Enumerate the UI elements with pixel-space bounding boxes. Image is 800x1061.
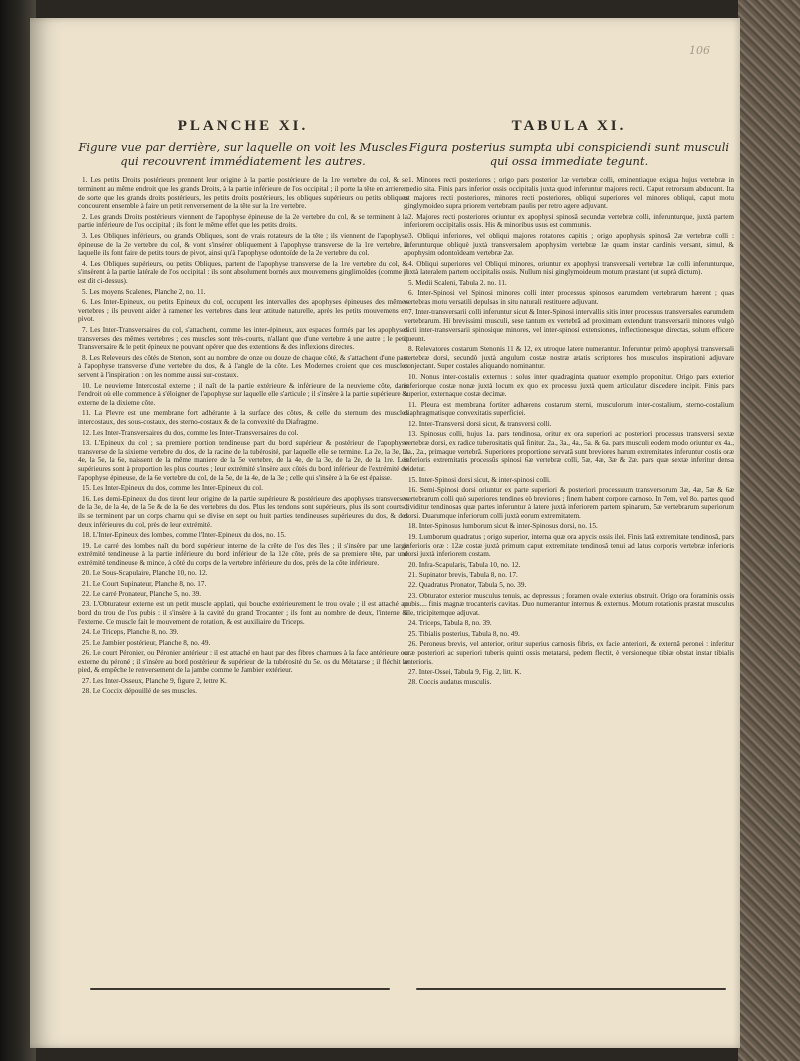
entry-text: Inter-Spinosi vel Spinosi minores colli inter processus spinosos earumdem vertebrarum hærent ; quas vertebras motu versatili depulsas in situ naturali restituere adjuvant. xyxy=(404,289,734,306)
entry-number: 3. xyxy=(408,231,414,240)
french-entry xyxy=(78,649,408,675)
entry-number: 4. xyxy=(82,259,88,268)
french-entry xyxy=(78,569,408,578)
french-entry xyxy=(78,580,408,589)
entry-number: 12. xyxy=(82,428,91,437)
entry-text: Tibialis posterius, Tabula 8, no. 49. xyxy=(418,629,520,638)
entry-number: 25. xyxy=(408,629,417,638)
latin-entry xyxy=(404,420,734,429)
entry-number: 25. xyxy=(82,638,91,647)
french-entry xyxy=(78,409,408,427)
latin-entry xyxy=(404,581,734,590)
entry-number: 26. xyxy=(408,640,417,649)
latin-entry-list xyxy=(404,176,734,687)
latin-entry xyxy=(404,533,734,559)
entry-number: 21. xyxy=(408,570,417,579)
entry-number: 27. xyxy=(408,667,417,676)
entry-text: Le carré des lombes naît du bord supérieur interne de la crête de l'os des îles ; il s'insère par une large extrémité tendineuse à la partie inférieure du bord inférieur de la 12e côte, près de sa premiere tête, par une extrémité tendineuse & mince, à côté du corps de la vertebre inférieure du dos, près de la côte inférieure. xyxy=(78,541,408,568)
entry-text: L'Obturateur externe est un petit muscle applati, qui bouche extérieurement le trou ovale ; il est attaché au bord du trou de l'os pubis : il s'insère à la cavité du grand Trocanter ; ils font au nombre de deux, l'interne & l'externe. Ce muscle fait le mouvement de rotation, & est auxiliaire du Triceps. xyxy=(78,600,409,626)
latin-entry xyxy=(404,401,734,419)
french-entry xyxy=(78,298,408,324)
entry-text: Coccis audatus musculis. xyxy=(418,678,492,687)
entry-text: La Plevre est une membrane fort adhérante à la surface des côtes, & celle du sternum des muscles intercostaux, des sous-costaux, des sterno-costaux & de la convexité du Diafragme. xyxy=(78,409,408,427)
entry-number: 26. xyxy=(82,648,91,657)
entry-number: 1. xyxy=(82,176,88,184)
french-entry xyxy=(78,495,408,530)
entry-text: Les Obliques supérieurs, ou petits Obliques, partent de l'apophyse transverse de la 1re vertebre du col, & s'insèrent à la partie latérale de l'os occipital : ils sont absolument bornés aux mouvemens ginglimoïdes (comme il est dit ci-dessus). xyxy=(78,259,408,286)
page-number: 106 xyxy=(689,44,710,57)
entry-number: 19. xyxy=(408,532,417,541)
entry-text: Obliqui superiores vel Obliqui minores, oriuntur ex apophysi transversali vertebræ 1æ colli inferunturque, juxtà lateralem partem occipitalis ossis. Nullum nisi ginglymoideum motum præstant (ut suprà dictum). xyxy=(404,259,734,277)
entry-text: Nonus inter-costalis externus : solus inter quadraginta quatuor exemplo proponitur. Origo pars exterior inferiorque costæ nonæ juxtà locum ex quo ex processu juxtà quem articulatur discedere incipit. Finis pars superior, externaque costæ decimæ. xyxy=(404,372,735,399)
entry-number: 23. xyxy=(82,600,91,609)
entry-text: Infra-Scapularis, Tabula 10, no. 12. xyxy=(418,560,521,569)
entry-text: L'Inter-Epineux des lombes, comme l'Inter-Epineux du dos, no. 15. xyxy=(92,531,286,540)
entry-number: 5. xyxy=(408,278,414,287)
latin-entry xyxy=(404,561,734,570)
entry-text: Minores recti posteriores ; origo pars posterior 1æ vertebræ colli, eminentiaque exigua hujus vertebræ in medio sita. Finis pars inferior ossis occipitalis juxta quod inferuntur majores recti. Caput retrorsum abducunt. Ita ut majores recti posteriores, minores recti posteriores, obliqui superiores vel minores obliqui, caput motu ginglymoideo supra priorem vertebram paulis per retro agere adjuvant. xyxy=(404,176,735,211)
latin-entry xyxy=(404,668,734,677)
entry-text: Obliqui inferiores, vel obliqui majores rotatores capitis ; origo apophysis spinosâ 2æ vertebræ colli : inferunturque obliquè juxtà transversalem apophysim vertebræ 1æ quam instar cardinis versant, simul, & apophysim odontoïdeam vertebræ 2æ. xyxy=(404,231,734,258)
entry-text: Les moyens Scalenes, Planche 2, no. 11. xyxy=(89,287,206,296)
latin-entry xyxy=(404,476,734,485)
entry-number: 7. xyxy=(82,325,88,334)
entry-text: Triceps, Tabula 8, no. 39. xyxy=(418,619,492,628)
page-edges xyxy=(738,0,800,1061)
entry-text: Inter-transversarii colli inferuntur sicut & Inter-Spinosi intervallis sitis inter processus transversales earumdem vertebrarum. Hi brevissimi musculi, sese tantum ex vertebrâ ad proximam extendunt transversarii minores vulgò dicti inter-transversarii spinosique minores, vel inter-spinosi extensiones, inflectionesque directas, solum efficere queunt. xyxy=(404,308,734,343)
entry-number: 22. xyxy=(408,581,417,590)
entry-text: Lumborum quadratus ; origo superior, interna quæ ora apycis ossis ilei. Finis latâ extremitate tendinosâ, pars inferioris oræ : 12æ costæ juxtà primum caput extremitate tendinosâ tenui ad latus corporis vertebræ inferioris dorsi juxtà inferiorem costam. xyxy=(404,532,734,559)
entry-number: 5. xyxy=(82,287,88,296)
entry-text: Les Inter-Epineux du dos, comme les Inter-Epineux du col. xyxy=(92,484,263,493)
entry-number: 8. xyxy=(82,353,88,362)
entry-text: Pleura est membrana fortiter adhærens costarum sterni, musculorum inter-costalium, sterno-costalium diaphragmatisque convexitatis superficiei. xyxy=(404,400,734,418)
entry-number: 6. xyxy=(82,297,88,306)
entry-number: 28. xyxy=(82,687,91,696)
entry-number: 4. xyxy=(408,259,414,268)
entry-text: Quadratus Pronator, Tabula 5, no. 39. xyxy=(418,581,527,590)
latin-entry xyxy=(404,279,734,288)
french-entry xyxy=(78,531,408,540)
french-entry xyxy=(78,260,408,286)
entry-number: 23. xyxy=(408,591,417,600)
entry-text: Le Jambier postérieur, Planche 8, no. 49. xyxy=(92,638,211,647)
entry-number: 7. xyxy=(408,308,414,317)
entry-text: Le carré Pronateur, Planche 5, no. 39. xyxy=(92,590,202,599)
french-entry xyxy=(78,354,408,380)
latin-entry xyxy=(404,571,734,580)
latin-entry xyxy=(404,176,734,211)
latin-entry xyxy=(404,213,734,231)
french-entry xyxy=(78,232,408,258)
entry-number: 28. xyxy=(408,678,417,687)
french-entry xyxy=(78,639,408,648)
entry-number: 16. xyxy=(82,494,91,503)
latin-subtitle: Figura posterius sumpta ubi conspiciendi sunt musculi qui ossa immediate tegunt. xyxy=(408,140,730,168)
entry-text: Les Inter-Transversaires du dos, comme les Inter-Transversaires du col. xyxy=(92,428,299,437)
french-entry xyxy=(78,326,408,352)
entry-text: Relevatores costarum Stenonis 11 & 12, ex utroque latere numerantur. Inferuntur primò apophysi transversali vertebræ dorsi, secundò juxtà angulum costæ nostræ ætatis scriptores hos musculos inspirationi adjuvare conjectant. Super costales aliquando nominantur. xyxy=(404,344,734,371)
latin-entry xyxy=(404,592,734,618)
french-entry xyxy=(78,542,408,568)
entry-number: 11. xyxy=(82,409,91,418)
document-page xyxy=(30,18,740,1048)
french-entry xyxy=(78,687,408,696)
entry-number: 2. xyxy=(82,212,88,221)
entry-text: Inter-Spinosi dorsi sicut, & inter-spinosi colli. xyxy=(418,475,551,484)
entry-text: Les Releveurs des côtés de Stenon, sont au nombre de onze ou douze de chaque côté, & s'attachent d'une part à l'apophyse transverse d'une vertebre du dos, & à l'angle de la côte. Les Modernes croient que ces muscles servent à l'inspiration : on les nomme aussi sur-costaux. xyxy=(78,353,408,380)
entry-number: 27. xyxy=(82,676,91,685)
entry-text: Peroneus brevis, vel anterior, oritur superius carnosis fibris, ex facie anteriori, & externâ peronei : inferitur oræ posteriori ac superiori tuberis quinti ossis metatarsi, pedem flectit, è versioneque tibiæ obstat instar tibialis anterioris. xyxy=(404,640,734,666)
entry-text: Le Coccix dépouillé de ses muscles. xyxy=(92,687,197,696)
french-entry xyxy=(78,439,408,483)
entry-text: Supinator brevis, Tabula 8, no. 17. xyxy=(418,570,518,579)
entry-text: Le court Péronier, ou Péronier antérieur : il est attaché en haut par des fibres charnues à la face antérieure ou externe du péroné ; il s'insère au bord postérieur & supérieur de la tubérosité du 5e. os du Métatarse ; il fléchit le pied, & empêche le renversement de la jambe comme le Jambier extérieur. xyxy=(78,648,408,675)
entry-text: Les Inter-Transversaires du col, s'attachent, comme les inter-épineux, aux espaces formés par les apophyses transverses des mêmes vertebres ; ces muscles sont très-courts, n'allant que d'une vertebre à une autre ; le petit Transversaire & le petit épineux ne pouvant opérer que des extentions & des inflexions directes. xyxy=(78,325,408,352)
latin-entry xyxy=(404,232,734,258)
french-entry xyxy=(78,590,408,599)
entry-number: 6. xyxy=(408,289,414,298)
latin-entry xyxy=(404,289,734,307)
entry-text: Medii Scaleni, Tabula 2. no. 11. xyxy=(415,278,507,287)
latin-column xyxy=(404,118,734,689)
latin-entry xyxy=(404,678,734,687)
entry-number: 3. xyxy=(82,231,88,240)
entry-text: L'Epineux du col ; sa premiere portion tendineuse part du bord supérieur & postérieur de l'apophyse transverse de la sixieme vertebre du dos, de la racine de la tubérosité, par laquelle elle se termine. La 2e, la 3e, la 4e, la 5e, la 6e, naissent de la même maniere de la 5e vertebre, de la 4e, de la 3e, de la 2e, de la 1re. Les supérieures sont à proportion les plus courtes ; leur extrémité s'insère aux côtés du bord inférieur de l'extrémité de l'apophyse épineuse, de la 6e vertebre du col, de la 5e, de la 4e, de la 3e ; celle qui s'insère à la 6e est épaisse. xyxy=(78,438,409,482)
french-subtitle: Figure vue par derrière, sur laquelle on voit les Muscles qui recouvrent immédiatement les autres. xyxy=(78,140,408,168)
entry-text: Inter-Transversi dorsi sicut, & transversi colli. xyxy=(418,419,552,428)
entry-text: Spinosus colli, hujus 1a. pars tendinosa, oritur ex ora superiori ac posteriori processus transversi sextæ vertebræ dorsi, ex radice tuberositatis quâ finitur. 2a., 3a., 4a., 5a. & 6a. pars musculi eodem modo oriuntur ex 4a., 3a., 2a., primaque vertebrâ. Superiores proportione servatâ sunt breviores harum extremitates inferuntur costis oræ inferioris extremitatis processûs spinosi 6æ vertebræ colli, 5æ, 4æ, 3æ & 2æ. pars quæ sextæ inferitur densa videtur. xyxy=(404,430,734,474)
entry-number: 18. xyxy=(82,531,91,540)
french-entry xyxy=(78,484,408,493)
entry-text: Les grands Droits postérieurs viennent de l'apophyse épineuse de la 2e vertebre du col, & se terminent à la partie inférieure de l'os occipital ; ils font le même effet que les petits droits. xyxy=(78,212,408,230)
entry-text: Les petits Droits postérieurs prennent leur origine à la partie postérieure de la 1re vertebre du col, & se terminent au même endroit que les grands Droits, à la partie inférieure de l'os occipital ; il porte la tête en arriere ; de sorte que les grands droits postérieurs, les petits droits postérieurs, les obliques supérieurs ou petits obliques concourent ensemble à faire un petit renversement de la tête sur la 1re vertebre. xyxy=(78,176,408,211)
entry-number: 15. xyxy=(408,475,417,484)
entry-number: 16. xyxy=(408,485,417,494)
entry-text: Semi-Spinosi dorsi oriuntur ex parte superiori & posteriori processuum transversorum 3æ, 4æ, 5æ & 6æ vertebrarum colli quò superiores tendines eò breviores ; finem habent corpore carnoso. In 7em, vel 8o. partes quod dividitur tendinosas quæ partes inferuntur à latere juxtà inferiorem partem spinarum, 5æ vertebrarum superiorum dorsi. Duarumque inferiorum colli juxtà eorum extremitatem. xyxy=(404,485,735,521)
french-entry xyxy=(78,382,408,408)
latin-entry xyxy=(404,345,734,371)
entry-text: Les Inter-Epineux, ou petits Epineux du col, occupent les intervalles des apophyses épineuses des mêmes vertebres ; ils peuvent aider à ramener les vertebres dans leur attitude naturelle, après les petits mouvemens en pivot. xyxy=(78,297,409,324)
entry-number: 18. xyxy=(408,522,417,531)
latin-entry xyxy=(404,430,734,474)
latin-end-rule xyxy=(416,988,726,990)
entry-number: 12. xyxy=(408,419,417,428)
entry-text: Inter-Spinosus lumborum sicut & inter-Spinosus dorsi, no. 15. xyxy=(418,522,598,531)
entry-number: 24. xyxy=(408,619,417,628)
latin-entry xyxy=(404,260,734,278)
french-entry xyxy=(78,600,408,626)
entry-text: Inter-Ossei, Tabula 9, Fig. 2, litt. K. xyxy=(418,667,522,676)
french-entry xyxy=(78,429,408,438)
french-entry xyxy=(78,288,408,297)
entry-text: Le Sous-Scapulaire, Planche 10, no. 12. xyxy=(92,569,208,578)
entry-text: Le Court Supinateur, Planche 8, no. 17. xyxy=(92,579,207,588)
entry-number: 13. xyxy=(408,430,417,439)
entry-number: 11. xyxy=(408,400,417,409)
entry-number: 19. xyxy=(82,541,91,550)
french-entry xyxy=(78,628,408,637)
entry-text: Les Obliques inférieurs, ou grands Obliques, sont de vrais rotateurs de la tête ; ils viennent de l'apophyse épineuse de la 2e vertebre du col, & vont s'insérer obliquement à l'apophyse transverse de la 1re vertebre, à laquelle ils font faire de petits tours de pivot, ainsi qu'à l'apophyse odontoïde de la 2e vertebre du col. xyxy=(78,231,408,258)
entry-number: 10. xyxy=(82,381,91,390)
entry-number: 8. xyxy=(408,344,414,353)
entry-number: 20. xyxy=(82,569,91,578)
latin-entry xyxy=(404,486,734,521)
french-entry xyxy=(78,677,408,686)
entry-number: 20. xyxy=(408,560,417,569)
latin-entry xyxy=(404,619,734,628)
french-title: PLANCHE XI. xyxy=(177,118,309,134)
entry-number: 10. xyxy=(408,372,417,381)
entry-text: Les Inter-Osseux, Planche 9, figure 2, lettre K. xyxy=(92,676,227,685)
latin-entry xyxy=(404,373,734,399)
latin-entry xyxy=(404,640,734,666)
latin-entry xyxy=(404,522,734,531)
french-end-rule xyxy=(90,988,390,990)
french-entry-list xyxy=(78,176,408,696)
french-entry xyxy=(78,213,408,231)
entry-number: 24. xyxy=(82,628,91,637)
entry-number: 22. xyxy=(82,590,91,599)
entry-text: Majores recti posteriores oriuntur ex apophysi spinosâ secundæ vertebræ colli, inferunturque, juxtà partem inferiorem occipitalis ossis. His & minoribus usus est communis. xyxy=(404,212,735,230)
latin-entry xyxy=(404,308,734,343)
entry-number: 2. xyxy=(408,212,414,221)
latin-title: TABULA XI. xyxy=(511,118,627,134)
entry-number: 13. xyxy=(82,438,91,447)
french-column xyxy=(78,118,408,697)
entry-text: Le neuvieme Intercostal externe ; il naît de la partie extérieure & inférieure de la neuvieme côte, dans l'endroit où elle commence à s'éloigner de l'apophyse sur laquelle elle s'articule ; il s'insère à la partie supérieure & externe de la dixieme côte. xyxy=(78,381,408,408)
french-entry xyxy=(78,176,408,211)
entry-number: 1. xyxy=(408,176,414,184)
entry-text: Le Triceps, Planche 8, no. 39. xyxy=(92,628,179,637)
entry-text: Les demi-Epineux du dos tirent leur origine de la partie supérieure & postérieure des apophyses transverses de la 3e, de la 4e, de la 5e & de la 6e des vertebres du dos. Plus les tendons sont supérieurs, plus ils sont courts ; ils se terminent par un corps charnu qui se divise en sept ou huit parties tendineuses supérieures du dos, & des deux inférieures du col, près de leur extrémité. xyxy=(78,494,409,529)
entry-text: Obturator exterior musculus tenuis, ac depressus ; foramen ovale exterius obstruit. Origo ora foraminis ossis pubis.... finis magnæ trocanteris cavitas. Duo numerantur internus & externus. Motum rotationis præstat musculus ille, tricipitemque adjuvat. xyxy=(404,591,735,618)
entry-number: 15. xyxy=(82,484,91,493)
latin-entry xyxy=(404,630,734,639)
entry-number: 21. xyxy=(82,579,91,588)
